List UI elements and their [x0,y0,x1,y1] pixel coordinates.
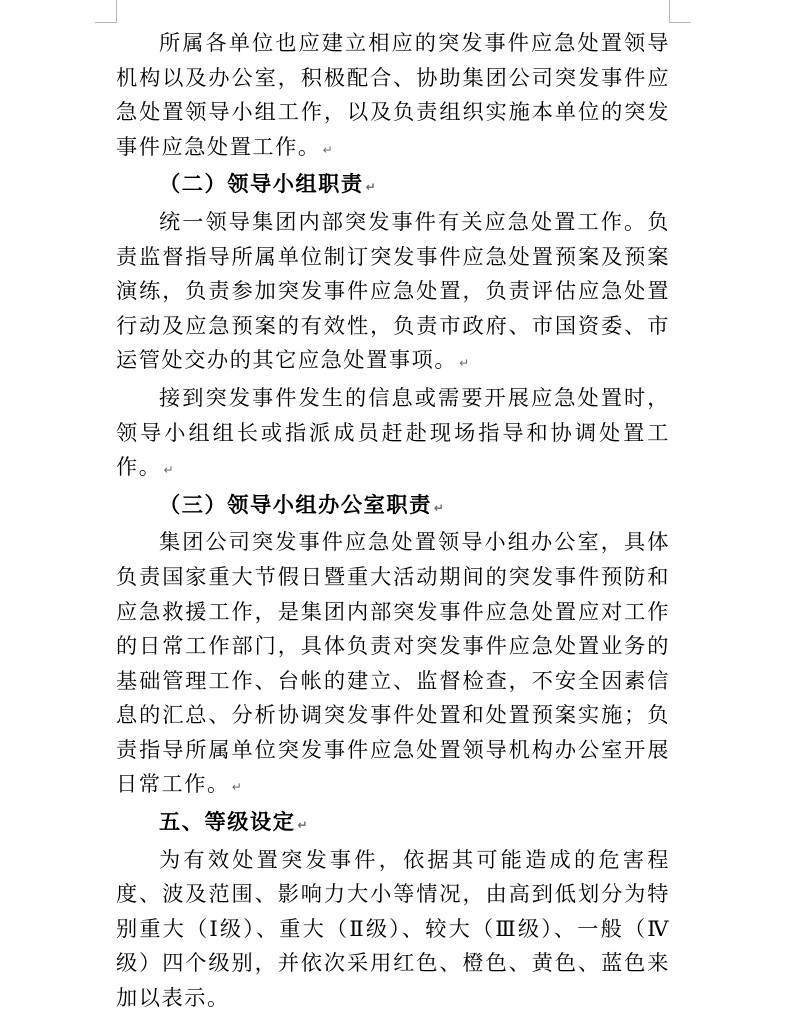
paragraph-mark-icon: ↵ [322,142,333,157]
body-paragraph [116,525,670,805]
body-paragraph [116,381,670,488]
paragraph-mark-icon: ↵ [365,180,376,195]
margin-corner-mark-left [116,0,117,22]
paragraph-text: （二）领导小组职责 [159,171,364,197]
margin-corner-mark-right [669,0,670,22]
margin-corner-mark-right-h [669,22,691,23]
section-heading [116,167,670,205]
paragraph-text: 接到突发事件发生的信息或需要开展应急处置时，领导小组组长或指派成员赶赴现场指导和协调处置工作。 [116,384,670,480]
paragraph-mark-icon: ↵ [231,780,242,795]
paragraph-text: 集团公司突发事件应急处置领导小组办公室，具体负责国家重大节假日暨重大活动期间的突发事件预防和应急救援工作，是集团内部突发事件应急处置应对工作的日常工作部门，具体负责对突发事件应急处置业务的基础管理工作、台帐的建立、监督检查，不安全因素信息的汇总、分析协调突发事件处置和处置预案实施；负责指导所属单位突发事件应急处置领导机构办公室开展日常工作。 [116,529,670,797]
paragraph-mark-icon: ↵ [433,500,444,515]
document-body[interactable] [116,26,670,1016]
paragraph-text: 五、等级设定 [159,809,296,835]
margin-corner-mark-left-h [95,22,117,23]
body-paragraph [116,205,670,381]
paragraph-mark-icon: ↵ [459,356,470,371]
paragraph-text: 统一领导集团内部突发事件有关应急处置工作。负责监督指导所属单位制订突发事件应急处置预案及预案演练，负责参加突发事件应急处置，负责评估应急处置行动及应急预案的有效性，负责市政府、市国资委、市运管处交办的其它应急处置事项。 [116,208,670,373]
body-paragraph [116,843,670,1016]
paragraph-mark-icon: ↵ [297,818,308,833]
section-heading [116,488,670,526]
paragraph-text: 为有效处置突发事件，依据其可能造成的危害程度、波及范围、影响力大小等情况，由高到低划分为特别重大（Ⅰ级）、重大（Ⅱ级）、较大（Ⅲ级）、一般（Ⅳ级）四个级别，并依次采用红色、橙色、黄色、蓝色来加以表示。 [116,846,670,1011]
paragraph-text: 所属各单位也应建立相应的突发事件应急处置领导机构以及办公室，积极配合、协助集团公司突发事件应急处置领导小组工作，以及负责组织实施本单位的突发事件应急处置工作。 [116,30,670,159]
body-paragraph [116,26,670,167]
section-heading [116,805,670,843]
paragraph-text: （三）领导小组办公室职责 [159,491,432,517]
paragraph-mark-icon: ↵ [163,463,174,478]
